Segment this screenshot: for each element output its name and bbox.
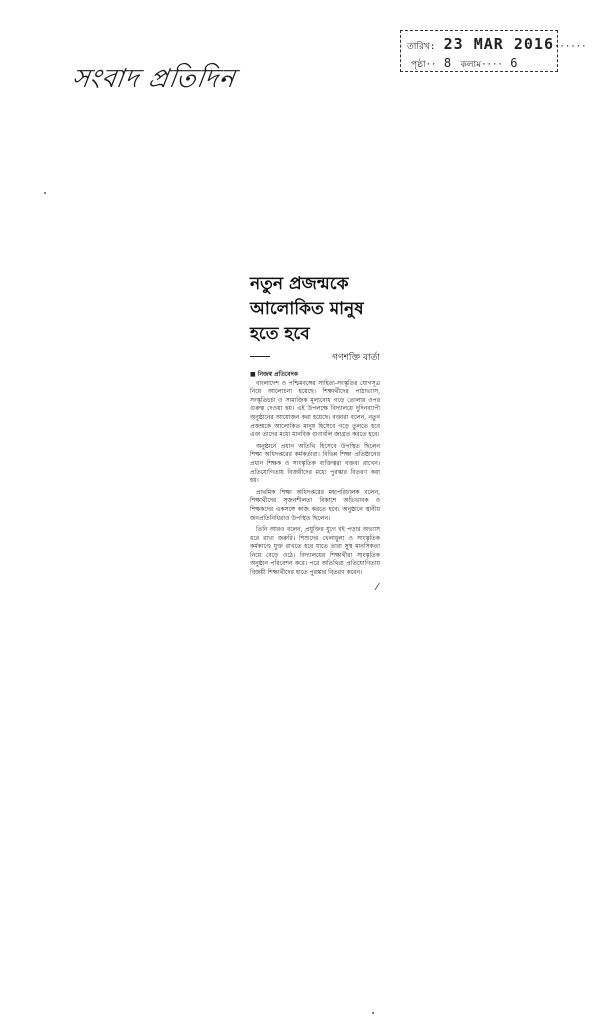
article-byline: গণশক্তি বার্তা <box>332 353 380 363</box>
end-mark: ⁄ <box>376 581 378 593</box>
article-headline: নতুন প্রজন্মকে আলোকিত মানুষ হতে হবে <box>250 274 364 344</box>
stamp-date-label: তারিখ <box>407 42 430 52</box>
scan-speck <box>372 1012 374 1014</box>
stamp-page: 8 <box>443 56 452 70</box>
stamp-column-label: কলাম <box>460 60 482 70</box>
article-body <box>250 371 380 578</box>
article-paragraph: তিনি আরও বলেন, প্রযুক্তির যুগে বই পড়ার অভ্যাস ধরে রাখা জরুরি। শিশুদের খেলাধুলা ও সাংস্কৃতিক কর্মকাণ্ডে যুক্ত রাখতে হবে যাতে তারা সুস্থ মানসিকতা নিয়ে বেড়ে ওঠে। বিদ্যালয়ের শিক্ষার্থীরা সাংস্কৃতিক অনুষ্ঠান পরিবেশন করে। পরে অতিথিরা প্রতিযোগিতায় বিজয়ী শিক্ষার্থীদের হাতে পুরস্কার বিতরণ করেন। <box>250 526 380 577</box>
stamp-column: 6 <box>510 56 518 70</box>
article-paragraph: অনুষ্ঠানে প্রধান অতিথি হিসেবে উপস্থিত ছিলেন শিক্ষা অধিদপ্তরের কর্মকর্তারা। বিভিন্ন শিক্ষা প্রতিষ্ঠানের প্রধান শিক্ষক ও সাংস্কৃতিক ব্যক্তিত্বরা বক্তব্য রাখেন। প্রতিযোগিতায় বিজয়ীদের মধ্যে পুরস্কার বিতরণ করা হয়। <box>250 442 380 485</box>
stamp-date: 23 MAR 2016 <box>443 35 554 53</box>
date-stamp: তারিখ: 23 MAR 2016······ পৃষ্ঠা·· 8 কলাম···· 6 <box>400 30 558 72</box>
article-dateline: ■ নিজস্ব প্রতিবেদক <box>250 371 298 378</box>
stamp-page-label: পৃষ্ঠা <box>411 60 426 70</box>
article-paragraph: প্রাথমিক শিক্ষা অধিদপ্তরের মহাপরিচালক বলেন, শিক্ষার্থীদের সৃজনশীলতা বিকাশে অভিভাবক ও শিক্ষকদের একসঙ্গে কাজ করতে হবে। অনুষ্ঠানে স্থানীয় জনপ্রতিনিধিরাও উপস্থিত ছিলেন। <box>250 488 380 522</box>
news-clipping <box>250 272 380 593</box>
masthead-logo: সংবাদ প্রতিদিন <box>70 64 238 94</box>
article-paragraph: বাংলাদেশ ও পশ্চিমবঙ্গের সাহিত্য-সংস্কৃতির যোগসূত্র নিয়ে আলোচনা হয়েছে। শিক্ষার্থীদের পাঠাভ্যাস, সংস্কৃতিচর্চা ও সামাজিক মূল্যবোধ গড়ে তোলার ওপর গুরুত্ব দেওয়া হয়। এই উপলক্ষে বিদ্যালয়ে দুদিনব্যাপী অনুষ্ঠানের আয়োজন করা হয়েছে। বক্তারা বলেন, নতুন প্রজন্মকে আলোকিত মানুষ হিসেবে গড়ে তুলতে হবে এবং তাদের মধ্যে মানবিক গুণাবলি জাগ্রত করতে হবে। <box>250 379 380 439</box>
scan-speck <box>44 192 46 194</box>
byline-dash <box>250 356 270 357</box>
byline-row <box>250 349 380 365</box>
